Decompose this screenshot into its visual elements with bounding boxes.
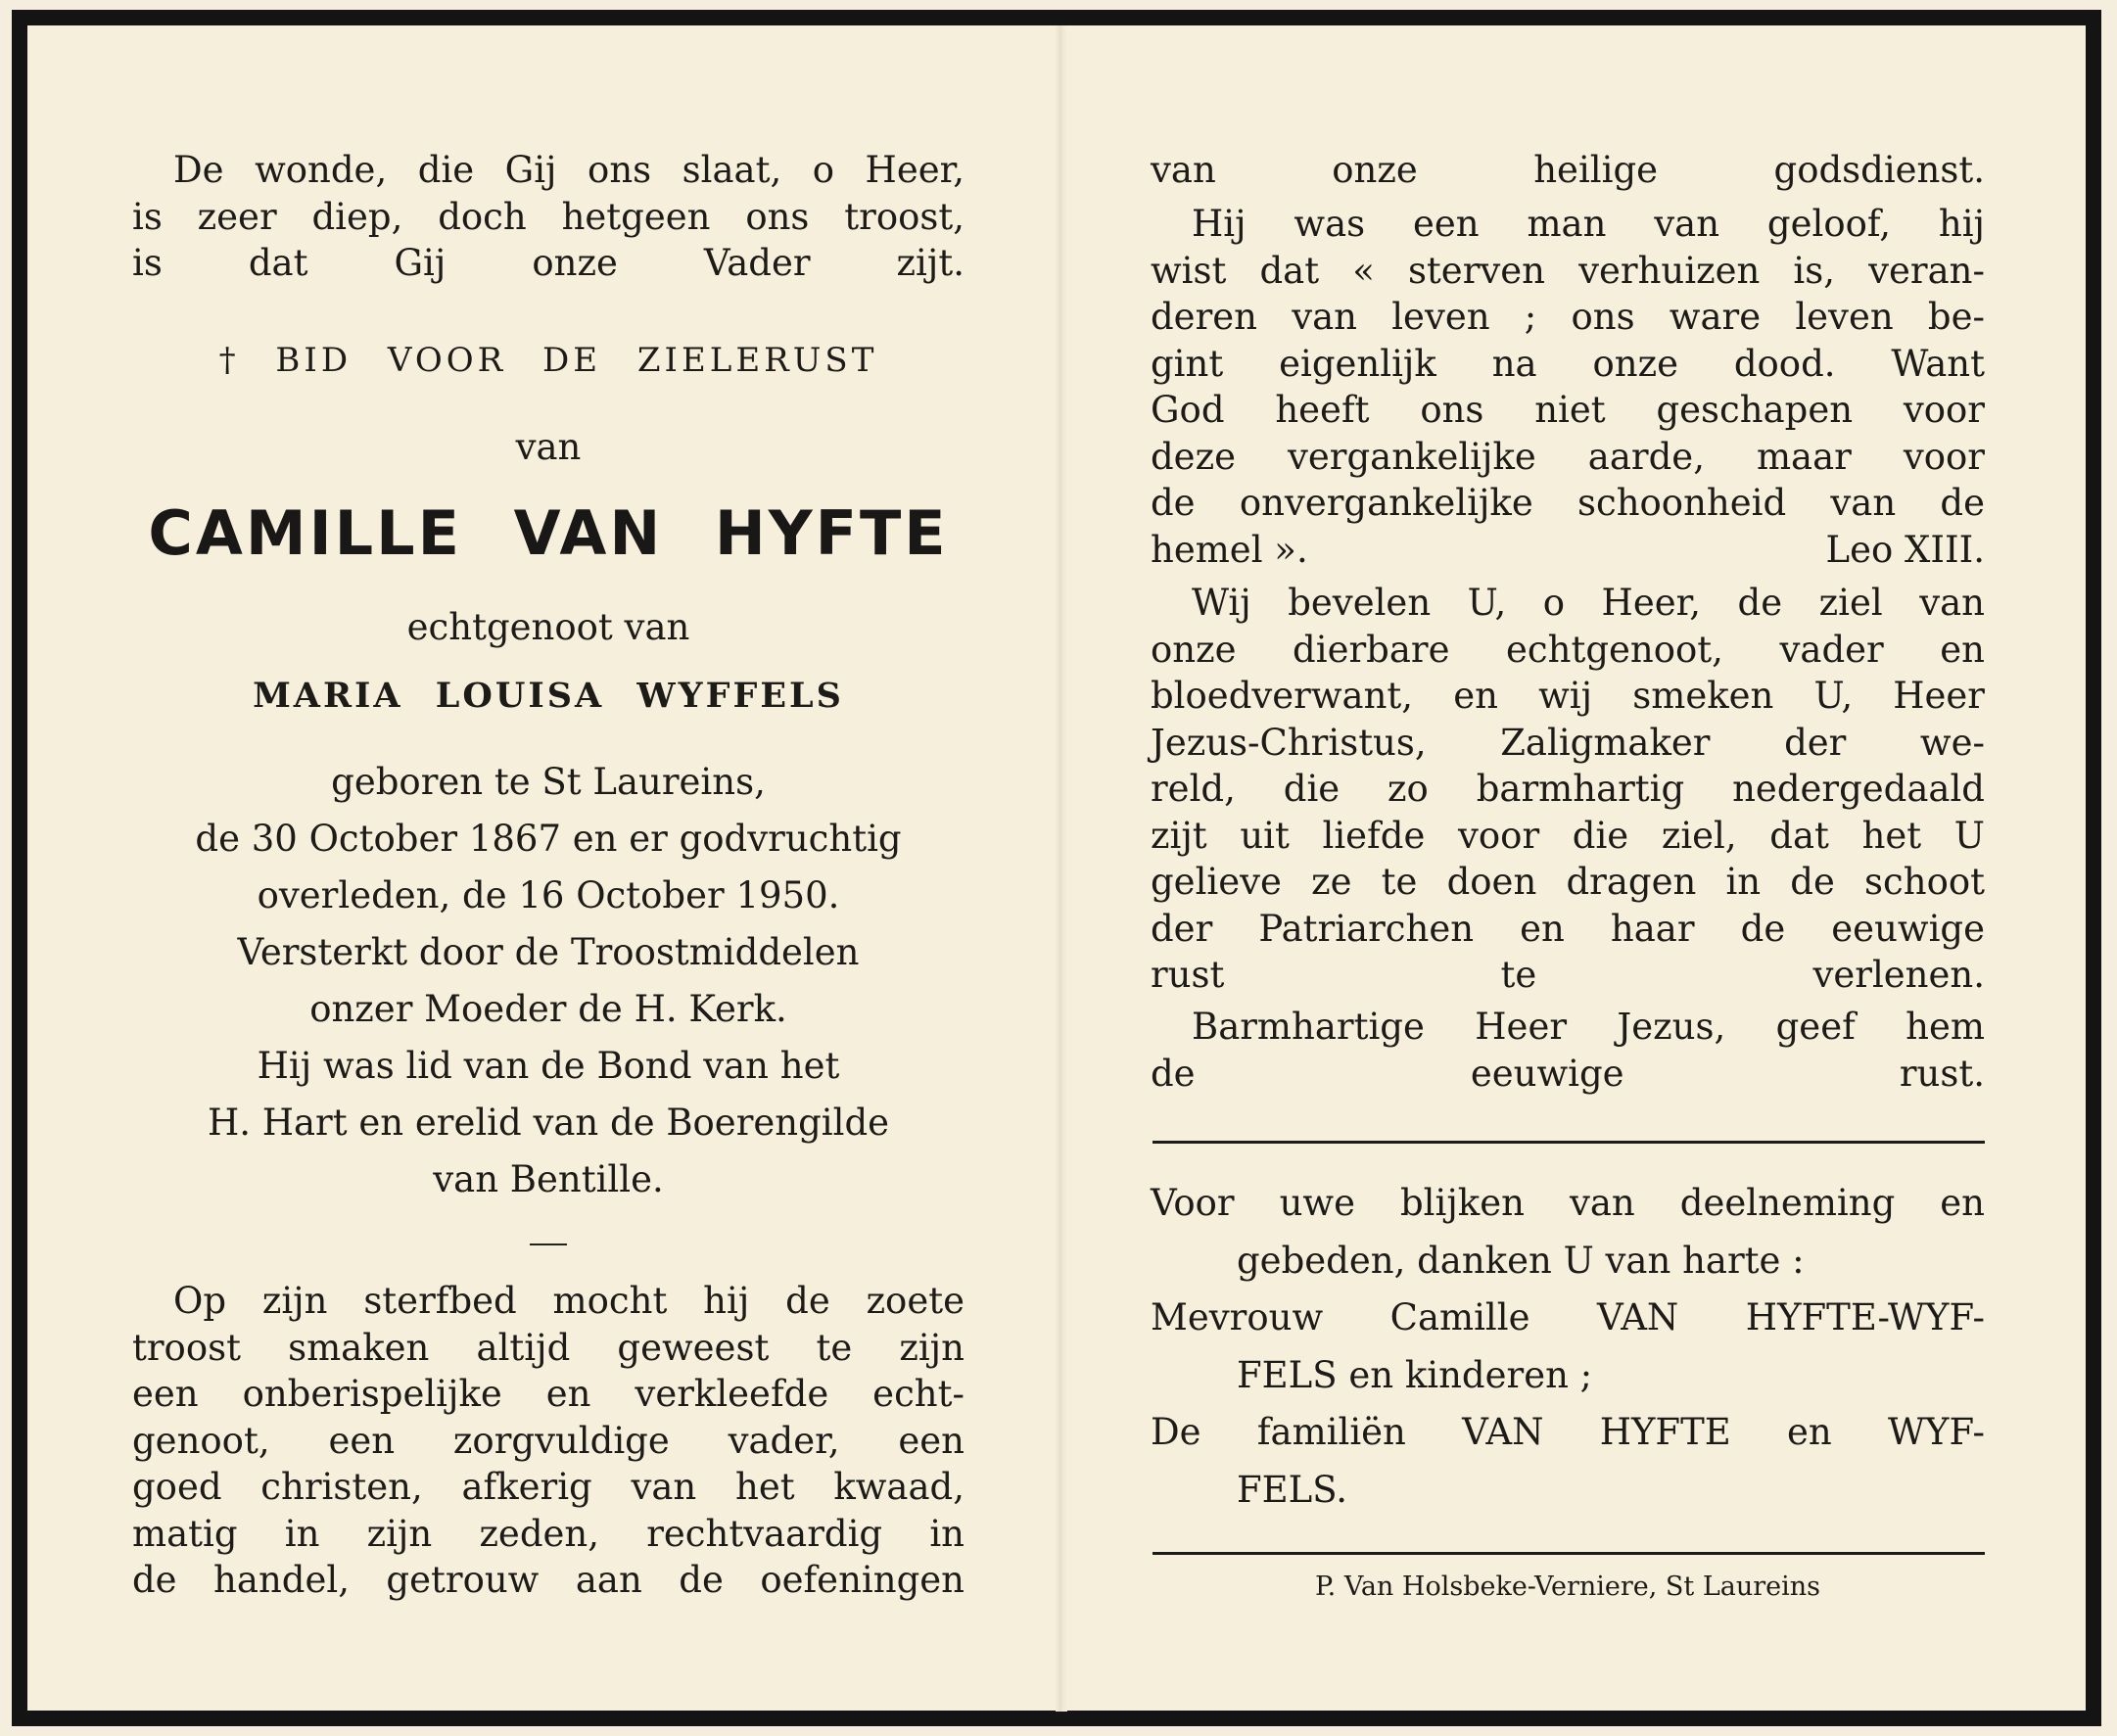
sterfbed-line: de handel, getrouw aan de oefeningen (132, 1559, 964, 1601)
faith-attribution: Leo XIII. (1825, 528, 1985, 571)
commend-line: onze dierbare echtgenoot, vader en (1151, 628, 1985, 671)
opening-line: is zeer diep, doch hetgeen ons troost, (132, 195, 964, 238)
section-divider (530, 1243, 567, 1245)
spouse-name: MARIA LOUISA WYFFELS (253, 676, 844, 716)
commend-line: reld, die zo barmhartig nedergedaald (1151, 768, 1985, 810)
left-panel (132, 147, 964, 287)
sterfbed-line: genoot, een zorgvuldige vader, een (132, 1419, 964, 1462)
deceased-name: CAMILLE VAN HYFTE (148, 497, 949, 569)
faith-line: deren van leven ; ons ware leven be- (1151, 296, 1985, 338)
opening-line: De wonde, die Gij ons slaat, o Heer, (173, 149, 964, 191)
sterfbed-paragraph (132, 1278, 964, 1604)
commend-line: gelieve ze te doen dragen in de schoot (1151, 861, 1985, 903)
detail-line: H. Hart en erelid van de Boerengilde (207, 1102, 890, 1144)
thanks-line: FELS. (1237, 1468, 1348, 1511)
commend-line: Wij bevelen U, o Heer, de ziel van (1192, 582, 1985, 624)
thanks-line: De familiën VAN HYFTE en WYF- (1151, 1411, 1985, 1453)
thanks-line: FELS en kinderen ; (1237, 1353, 1593, 1396)
sterfbed-line: troost smaken altijd geweest te zijn (132, 1326, 964, 1369)
mercy-paragraph (1151, 1004, 1985, 1097)
commend-line: zijt uit liefde voor die ziel, dat het U (1151, 814, 1985, 857)
faith-line: God heeft ons niet geschapen voor (1151, 389, 1985, 431)
spouse-intro: echtgenoot van (406, 606, 690, 648)
commend-line: der Patriarchen en haar de eeuwige (1151, 907, 1985, 950)
prayer-heading: † BID VOOR DE ZIELERUST (218, 341, 878, 380)
mercy-line: de eeuwige rust. (1151, 1052, 1985, 1095)
faith-line: gint eigenlijk na onze dood. Want (1151, 342, 1985, 385)
commend-line: bloedverwant, en wij smeken U, Heer (1151, 675, 1985, 717)
detail-line: Versterkt door de Troostmiddelen (237, 931, 860, 973)
detail-line: van Bentille. (433, 1158, 664, 1200)
sterfbed-line: matig in zijn zeden, rechtvaardig in (132, 1512, 964, 1555)
thanks-line: gebeden, danken U van harte : (1237, 1239, 1805, 1282)
faith-line: wist dat « sterven verhuizen is, veran- (1151, 249, 1985, 292)
card-fold (1056, 25, 1067, 1712)
thanks-line: Mevrouw Camille VAN HYFTE-WYF- (1151, 1296, 1985, 1338)
continuation-text: van onze heilige godsdienst. (1151, 149, 1985, 191)
separator-rule (1153, 1141, 1985, 1144)
printer-credit: P. Van Holsbeke-Verniere, St Laureins (1314, 1572, 1821, 1602)
sterfbed-line: een onberispelijke en verkleefde echt- (132, 1373, 964, 1415)
separator-rule (1153, 1552, 1985, 1555)
faith-paragraph (1151, 201, 1985, 573)
commend-line: rust te verlenen. (1151, 954, 1985, 996)
detail-line: Hij was lid van de Bond van het (257, 1045, 840, 1087)
thanks-section (1151, 1175, 1985, 1519)
commend-paragraph (1151, 580, 1985, 999)
sterfbed-line: Op zijn sterfbed mocht hij de zoete (173, 1280, 964, 1322)
sterfbed-line: goed christen, afkerig van het kwaad, (132, 1466, 964, 1508)
faith-line: Hij was een man van geloof, hij (1192, 203, 1985, 245)
detail-line: overleden, de 16 October 1950. (257, 874, 840, 916)
commend-line: Jezus-Christus, Zaligmaker der we- (1151, 721, 1985, 764)
mercy-line: Barmhartige Heer Jezus, geef hem (1192, 1006, 1985, 1048)
faith-line: deze vergankelijke aarde, maar voor (1151, 435, 1985, 478)
van-label: van (515, 426, 582, 468)
opening-line: is dat Gij onze Vader zijt. (132, 242, 964, 284)
detail-line: onzer Moeder de H. Kerk. (309, 988, 787, 1030)
thanks-line: Voor uwe blijken van deelneming en (1151, 1182, 1985, 1224)
faith-last-row (1151, 527, 1985, 574)
faith-last-line: hemel ». (1151, 528, 1308, 571)
detail-line: de 30 October 1867 en er godvruchtig (195, 818, 902, 860)
continuation-line (1151, 147, 1985, 194)
detail-line: geboren te St Laureins, (331, 761, 766, 803)
faith-line: de onvergankelijke schoonheid van de (1151, 482, 1985, 524)
life-details (132, 754, 964, 1208)
opening-verse (132, 147, 964, 287)
